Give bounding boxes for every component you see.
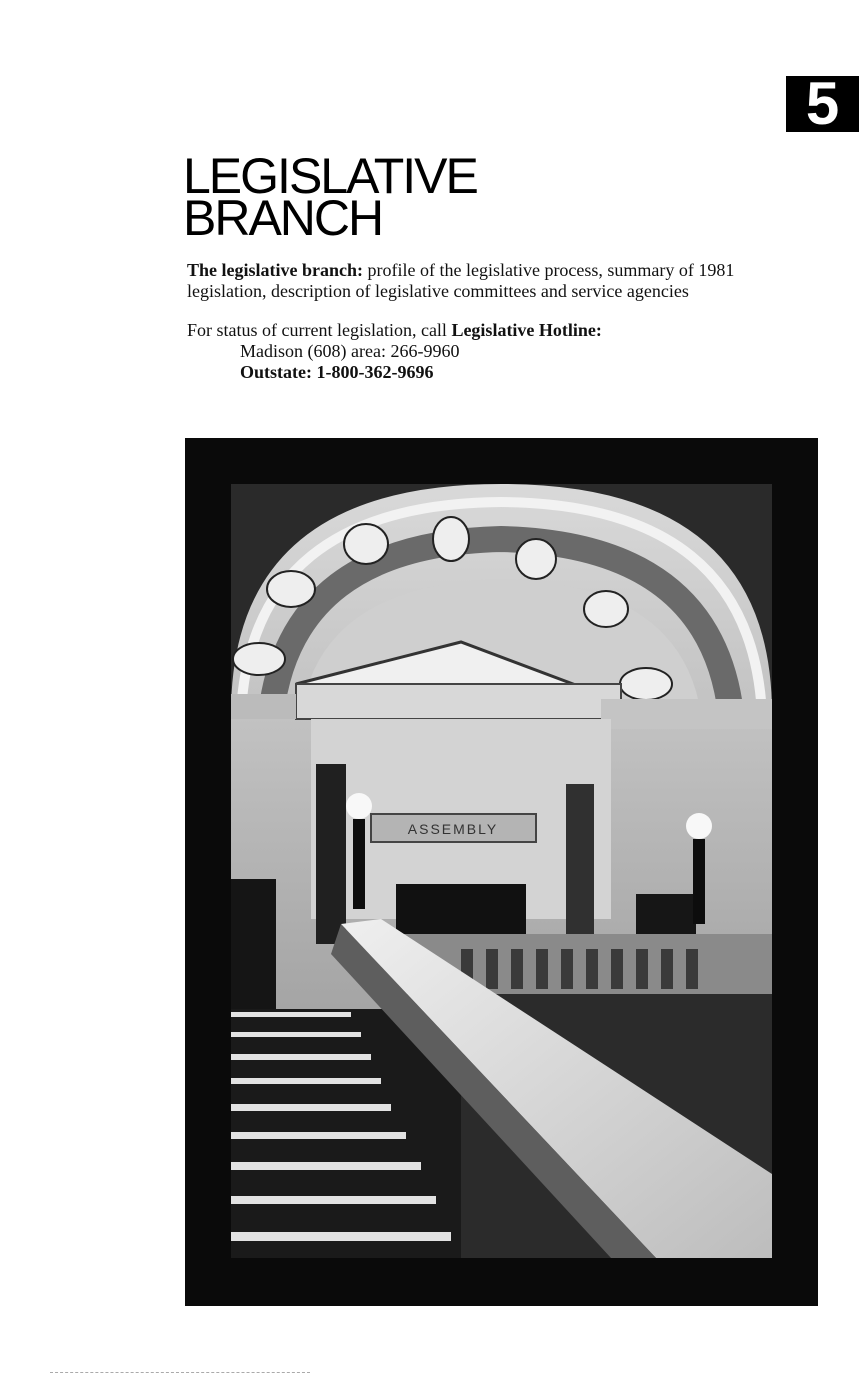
- capitol-photo-frame: [185, 438, 818, 1306]
- madison-number: Madison (608) area: 266-9960: [240, 341, 460, 361]
- outstate-number: [187, 362, 797, 383]
- assembly-sign: ASSEMBLY: [407, 821, 499, 837]
- page-title: [183, 148, 477, 246]
- intro-text: profile of the legislative process, summary of 1981 legislation, description of legislative committees and service agencies: [187, 260, 735, 301]
- hotline-block: [187, 320, 797, 383]
- chapter-number-tab: 5: [786, 76, 859, 132]
- intro-lead: The legislative branch:: [187, 260, 363, 280]
- intro-paragraph: [187, 260, 797, 302]
- outstate-text: Outstate: 1-800-362-9696: [240, 362, 434, 382]
- title-line-1: LEGISLATIVE: [183, 148, 477, 204]
- hotline-label: Legislative Hotline:: [451, 320, 602, 340]
- title-line-2: BRANCH: [183, 190, 383, 246]
- hotline-text: For status of current legislation, call: [187, 320, 452, 340]
- capitol-staircase-photo: [231, 484, 772, 1258]
- scan-edge-marks: [50, 1372, 310, 1375]
- hotline-line: [187, 320, 797, 341]
